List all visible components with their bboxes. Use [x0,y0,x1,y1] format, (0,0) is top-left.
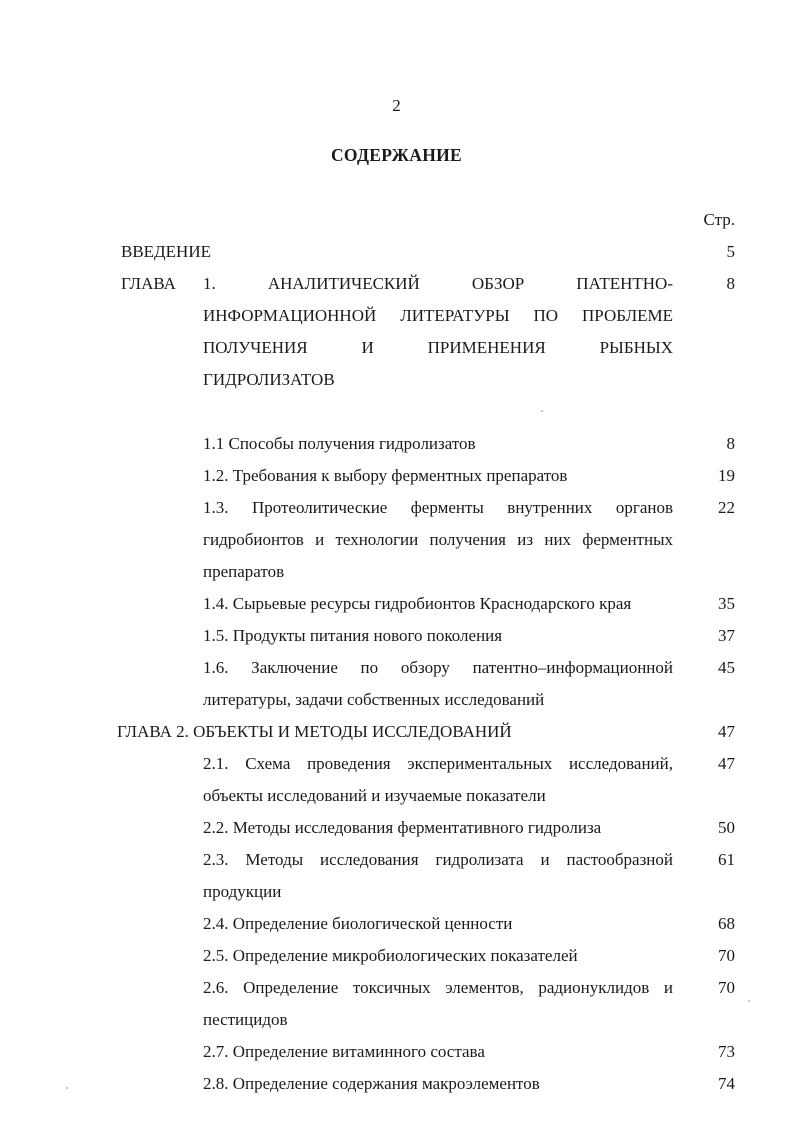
toc-section [0,940,793,972]
toc-entry-introduction [0,236,793,268]
toc-section-text: 2.2. Методы исследования ферментативного гидролиза [203,818,602,837]
toc-section [0,492,793,588]
toc-section-text: 1.4. Сырьевые ресурсы гидробионтов Краснодарского края [203,594,632,613]
scan-speck [541,410,543,412]
toc-section [0,748,793,812]
chapter-title-line: 1. АНАЛИТИЧЕСКИЙ ОБЗОР ПАТЕНТНО- [203,274,673,293]
toc-entry-chapter-2 [0,716,793,748]
toc-chapter-label: ГЛАВА [121,274,176,293]
page-number: 2 [392,96,401,115]
toc-section-text: 2.1. Схема проведения экспериментальных исследований, объекты исследований и изучаемые показатели [203,754,673,805]
toc-section-text: 2.7. Определение витаминного состава [203,1042,485,1061]
chapter-title-line: ИНФОРМАЦИОННОЙ ЛИТЕРАТУРЫ ПО ПРОБЛЕМЕ [203,306,673,325]
toc-section-page: 8 [726,434,735,453]
toc-section-page: 22 [718,498,735,517]
toc-section [0,620,793,652]
toc-section-text: 2.3. Методы исследования гидролизата и пастообразной продукции [203,850,673,901]
toc-section-text: 2.4. Определение биологической ценности [203,914,513,933]
toc-section-text: 1.6. Заключение по обзору патентно–информационной литературы, задачи собственных исследований [203,658,673,709]
toc-section-page: 35 [718,594,735,613]
toc-section [0,812,793,844]
toc-section-page: 68 [718,914,735,933]
toc-section [0,428,793,460]
toc-entry-page: 47 [718,722,735,741]
toc-section-page: 70 [718,978,735,997]
toc-section [0,844,793,908]
toc-section [0,1068,793,1100]
page-title: СОДЕРЖАНИЕ [330,145,462,165]
toc-chapter-title [203,268,673,396]
toc-section-text: 2.8. Определение содержания макроэлементов [203,1074,540,1093]
toc-section-page: 19 [718,466,735,485]
toc-section [0,972,793,1036]
toc-section-text: 2.6. Определение токсичных элементов, радионуклидов и пестицидов [203,978,673,1029]
toc-section [0,1036,793,1068]
toc-section-text: 1.2. Требования к выбору ферментных препаратов [203,466,568,485]
toc-section-text: 1.5. Продукты питания нового поколения [203,626,503,645]
toc-section-text: 2.5. Определение микробиологических показателей [203,946,578,965]
toc-section-page: 74 [718,1074,735,1093]
toc-section-page: 45 [718,658,735,677]
toc-header-row [0,204,793,236]
toc-entry-page: 5 [726,242,735,261]
chapter-title-line: ПОЛУЧЕНИЯ И ПРИМЕНЕНИЯ РЫБНЫХ [203,338,673,357]
toc-section [0,460,793,492]
toc-section-page: 37 [718,626,735,645]
toc-section-page: 50 [718,818,735,837]
toc-section [0,908,793,940]
toc-section [0,588,793,620]
table-of-contents [0,204,793,1100]
toc-entry-label: ВВЕДЕНИЕ [121,242,211,261]
toc-chapter-label: ГЛАВА 2. ОБЪЕКТЫ И МЕТОДЫ ИССЛЕДОВАНИЙ [117,722,512,741]
toc-section-page: 73 [718,1042,735,1061]
toc-section-page: 47 [718,754,735,773]
toc-section-text: 1.3. Протеолитические ферменты внутренних органов гидробионтов и технологии получения из них ферментных препаратов [203,498,673,581]
page-column-header: Стр. [703,210,735,229]
toc-entry-page: 8 [726,274,735,293]
toc-section-text: 1.1 Способы получения гидролизатов [203,434,476,453]
toc-section [0,652,793,716]
chapter-title-line: ГИДРОЛИЗАТОВ [203,370,335,389]
toc-entry-chapter-1 [0,268,793,428]
scan-speck [66,1087,68,1089]
toc-section-page: 70 [718,946,735,965]
scan-speck [748,1000,750,1002]
toc-section-page: 61 [718,850,735,869]
